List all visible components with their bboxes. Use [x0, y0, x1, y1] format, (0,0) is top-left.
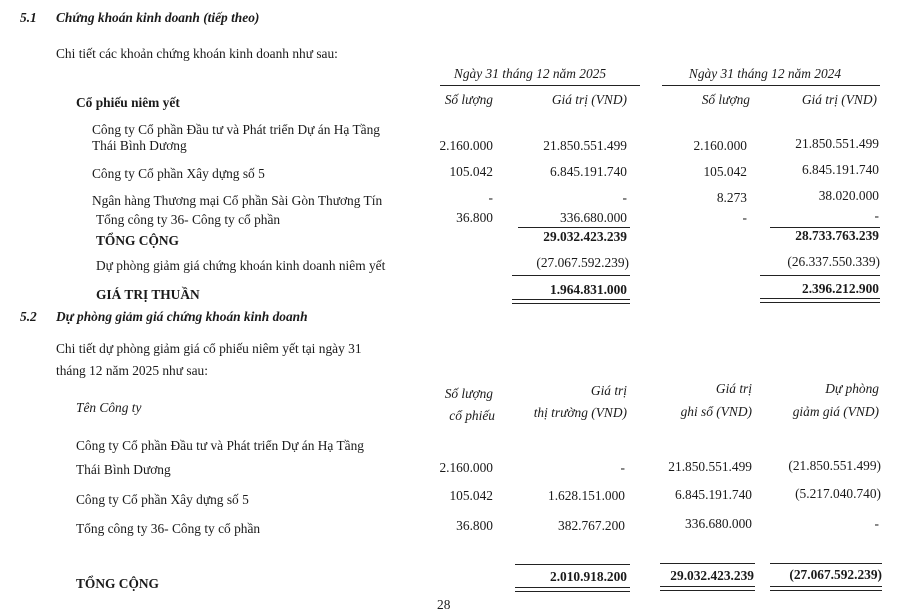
- col-header-value-2024: Giá trị (VND): [801, 92, 877, 107]
- section-intro-cont: tháng 12 năm 2025 như sau:: [56, 363, 208, 378]
- total-double-rule-book: [660, 586, 755, 591]
- section-intro: Chi tiết các khoản chứng khoán kinh doanh như sau:: [56, 46, 338, 61]
- section-intro: Chi tiết dự phòng giảm giá cổ phiếu niêm yết tại ngày 31: [56, 341, 362, 356]
- cell-qty-2025: 105.042: [449, 164, 493, 179]
- total-double-rule-market: [515, 587, 630, 592]
- cell-qty-2024: -: [742, 210, 747, 225]
- cell-qty: 36.800: [456, 518, 493, 533]
- total-provision: (27.067.592.239): [789, 567, 882, 582]
- cell-value-2024: 21.850.551.499: [795, 136, 879, 151]
- net-rule-2025: [512, 275, 630, 276]
- cell-value-2025: 21.850.551.499: [543, 138, 627, 153]
- total-rule-provision: [770, 563, 882, 564]
- cell-qty-2024: 2.160.000: [693, 138, 747, 153]
- table-row-name: Công ty Cổ phần Xây dựng số 5: [76, 492, 249, 507]
- total-double-rule-provision: [770, 586, 882, 591]
- total-value-2025: 29.032.423.239: [543, 229, 627, 244]
- total-label: TỔNG CỘNG: [96, 233, 179, 248]
- col-header-qty-2025: Số lượng: [444, 92, 493, 107]
- cell-provision: (21.850.551.499): [788, 458, 881, 473]
- col-header-market-cont: thị trường (VND): [533, 405, 627, 420]
- table-row-name: Tổng công ty 36- Công ty cổ phần: [96, 212, 281, 227]
- cell-value-2024: 38.020.000: [818, 188, 879, 203]
- col-header-company: Tên Công ty: [76, 400, 142, 415]
- table-row-name: Công ty Cổ phần Đầu tư và Phát triển Dự án Hạ Tầng: [76, 438, 364, 453]
- cell-qty-2025: 36.800: [456, 210, 493, 225]
- section-title: Dự phòng giảm giá chứng khoán kinh doanh: [56, 309, 308, 324]
- cell-value-2025: 6.845.191.740: [550, 164, 627, 179]
- provision-label: Dự phòng giảm giá chứng khoán kinh doanh niêm yết: [96, 258, 386, 273]
- cell-market-value: 382.767.200: [558, 518, 625, 533]
- total-rule-book: [660, 563, 755, 564]
- total-value-2024: 28.733.763.239: [795, 228, 879, 243]
- header-rule-2024: [662, 85, 880, 86]
- col-header-value-2025: Giá trị (VND): [551, 92, 627, 107]
- table-row-name-cont: Thái Bình Dương: [76, 462, 171, 477]
- table-row-name: Ngân hàng Thương mại Cổ phần Sài Gòn Thương Tín: [92, 193, 383, 208]
- cell-qty-2025: -: [488, 190, 493, 205]
- section-number: 5.2: [20, 309, 37, 324]
- section-number: 5.1: [20, 10, 37, 25]
- cell-value-2024: -: [874, 208, 879, 223]
- net-value-label: GIÁ TRỊ THUẦN: [96, 287, 200, 302]
- cell-qty-2025: 2.160.000: [439, 138, 493, 153]
- header-rule-2025: [440, 85, 640, 86]
- page-number: 28: [437, 597, 451, 612]
- col-header-qty-2024: Số lượng: [701, 92, 750, 107]
- provision-value-2024: (26.337.550.339): [787, 254, 880, 269]
- group-label: Cổ phiếu niêm yết: [76, 95, 180, 110]
- total-label: TỔNG CỘNG: [76, 576, 159, 591]
- cell-market-value: -: [620, 460, 625, 475]
- net-double-rule-2025: [512, 299, 630, 304]
- col-header-qty-cont: cổ phiếu: [449, 408, 495, 423]
- total-market-value: 2.010.918.200: [550, 569, 627, 584]
- table-row-name: Công ty Cổ phần Xây dựng số 5: [92, 166, 265, 181]
- cell-provision: (5.217.040.740): [795, 486, 881, 501]
- cell-value-2025: 336.680.000: [560, 210, 627, 225]
- provision-value-2025: (27.067.592.239): [536, 255, 629, 270]
- col-header-provision: Dự phòng: [825, 381, 879, 396]
- section-title: Chứng khoán kinh doanh (tiếp theo): [56, 10, 260, 25]
- col-header-provision-cont: giảm giá (VND): [792, 404, 879, 419]
- col-header-qty: Số lượng: [444, 386, 493, 401]
- total-book-value: 29.032.423.239: [670, 568, 754, 583]
- table-row-name: Tổng công ty 36- Công ty cổ phần: [76, 521, 261, 536]
- col-header-book: Giá trị: [715, 381, 752, 396]
- cell-book-value: 21.850.551.499: [668, 459, 752, 474]
- table-row-name-cont: Thái Bình Dương: [92, 138, 187, 153]
- col-header-market: Giá trị: [590, 383, 627, 398]
- period-header-2025: Ngày 31 tháng 12 năm 2025: [453, 66, 607, 81]
- period-header-2024: Ngày 31 tháng 12 năm 2024: [688, 66, 842, 81]
- cell-book-value: 6.845.191.740: [675, 487, 752, 502]
- table-row-name: Công ty Cổ phần Đầu tư và Phát triển Dự án Hạ Tầng: [92, 122, 380, 137]
- cell-value-2024: 6.845.191.740: [802, 162, 879, 177]
- net-value-2024: 2.396.212.900: [802, 281, 879, 296]
- cell-book-value: 336.680.000: [685, 516, 752, 531]
- cell-qty-2024: 8.273: [716, 190, 747, 205]
- cell-qty: 2.160.000: [439, 460, 493, 475]
- cell-qty-2024: 105.042: [703, 164, 747, 179]
- subtotal-rule-2025: [518, 227, 630, 228]
- cell-qty: 105.042: [449, 488, 493, 503]
- net-rule-2024: [760, 275, 880, 276]
- col-header-book-cont: ghi sổ (VND): [680, 404, 752, 419]
- cell-provision: -: [874, 516, 879, 531]
- total-rule-market: [515, 564, 630, 565]
- net-double-rule-2024: [760, 298, 880, 303]
- cell-value-2025: -: [622, 190, 627, 205]
- net-value-2025: 1.964.831.000: [550, 282, 627, 297]
- cell-market-value: 1.628.151.000: [548, 488, 625, 503]
